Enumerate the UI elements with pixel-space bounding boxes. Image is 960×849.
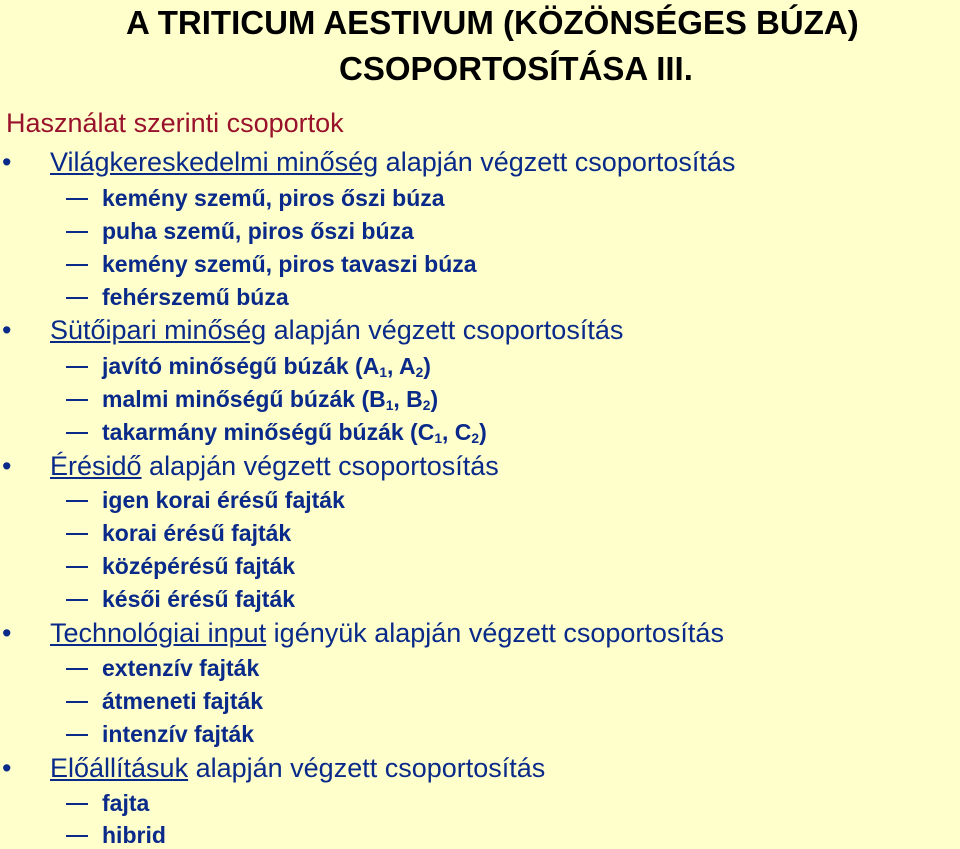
sub-item-text: takarmány minőségű búzák ($C_1$, $C_2$) xyxy=(102,419,487,446)
dash-icon xyxy=(66,264,88,266)
bullet-rest: alapján végzett csoportosítás xyxy=(188,753,546,783)
title-line-2: CSOPORTOSÍTÁSA III. xyxy=(339,50,693,87)
dash-icon xyxy=(66,366,88,368)
sub-item-text: kemény szemű, piros őszi búza xyxy=(102,185,445,211)
bullet-icon: • xyxy=(2,451,12,481)
sub-item-text: fajta xyxy=(102,790,150,816)
dash-icon xyxy=(66,231,88,233)
sub-item-text: javító minőségű búzák ($A_1$, $A_2$) xyxy=(102,353,431,380)
dash-icon xyxy=(66,432,88,434)
dash-icon xyxy=(66,500,88,502)
bullet-key: Sütőipari minőség xyxy=(50,315,267,345)
bullet-rest: alapján végzett csoportosítás xyxy=(141,451,499,481)
bullet-icon: • xyxy=(2,315,12,345)
dash-icon xyxy=(66,803,88,805)
sub-item-text: korai érésű fajták xyxy=(102,520,292,546)
bullet-icon: • xyxy=(2,753,12,783)
dash-icon xyxy=(66,701,88,703)
sub-item-text: fehérszemű búza xyxy=(102,284,289,310)
dash-icon xyxy=(66,533,88,535)
dash-icon xyxy=(66,399,88,401)
bullet-key: Előállításuk xyxy=(50,753,189,783)
bullet-rest: igényük alapján végzett csoportosítás xyxy=(266,618,724,648)
dash-icon xyxy=(66,297,88,299)
sub-item-text: puha szemű, piros őszi búza xyxy=(102,218,414,244)
bullet-rest: alapján végzett csoportosítás xyxy=(266,315,624,345)
dash-icon xyxy=(66,599,88,601)
sub-item-text: késői érésű fajták xyxy=(102,586,296,612)
section-heading: Használat szerinti csoportok xyxy=(6,108,344,138)
bullet-key: Érésidő xyxy=(50,451,142,481)
sub-item-text: intenzív fajták xyxy=(102,721,255,747)
dash-icon xyxy=(66,835,88,837)
sub-item-text: kemény szemű, piros tavaszi búza xyxy=(102,251,477,277)
sub-item-text: középérésű fajták xyxy=(102,553,296,579)
dash-icon xyxy=(66,566,88,568)
bullet-key: Világkereskedelmi minőség xyxy=(50,147,379,177)
sub-item-text: igen korai érésű fajták xyxy=(102,487,345,513)
sub-item-text: hibrid xyxy=(102,822,166,848)
dash-icon xyxy=(66,734,88,736)
dash-icon xyxy=(66,198,88,200)
title-line-1: A TRITICUM AESTIVUM (KÖZÖNSÉGES BÚZA) xyxy=(126,4,859,41)
bullet-icon: • xyxy=(2,618,12,648)
sub-item-text: malmi minőségű búzák ($B_1$, $B_2$) xyxy=(102,386,439,413)
bullet-key: Technológiai input xyxy=(50,618,267,648)
sub-item-text: átmeneti fajták xyxy=(102,688,264,714)
sub-item-text: extenzív fajták xyxy=(102,655,260,681)
bullet-rest: alapján végzett csoportosítás xyxy=(378,147,736,177)
dash-icon xyxy=(66,668,88,670)
bullet-icon: • xyxy=(2,147,12,177)
